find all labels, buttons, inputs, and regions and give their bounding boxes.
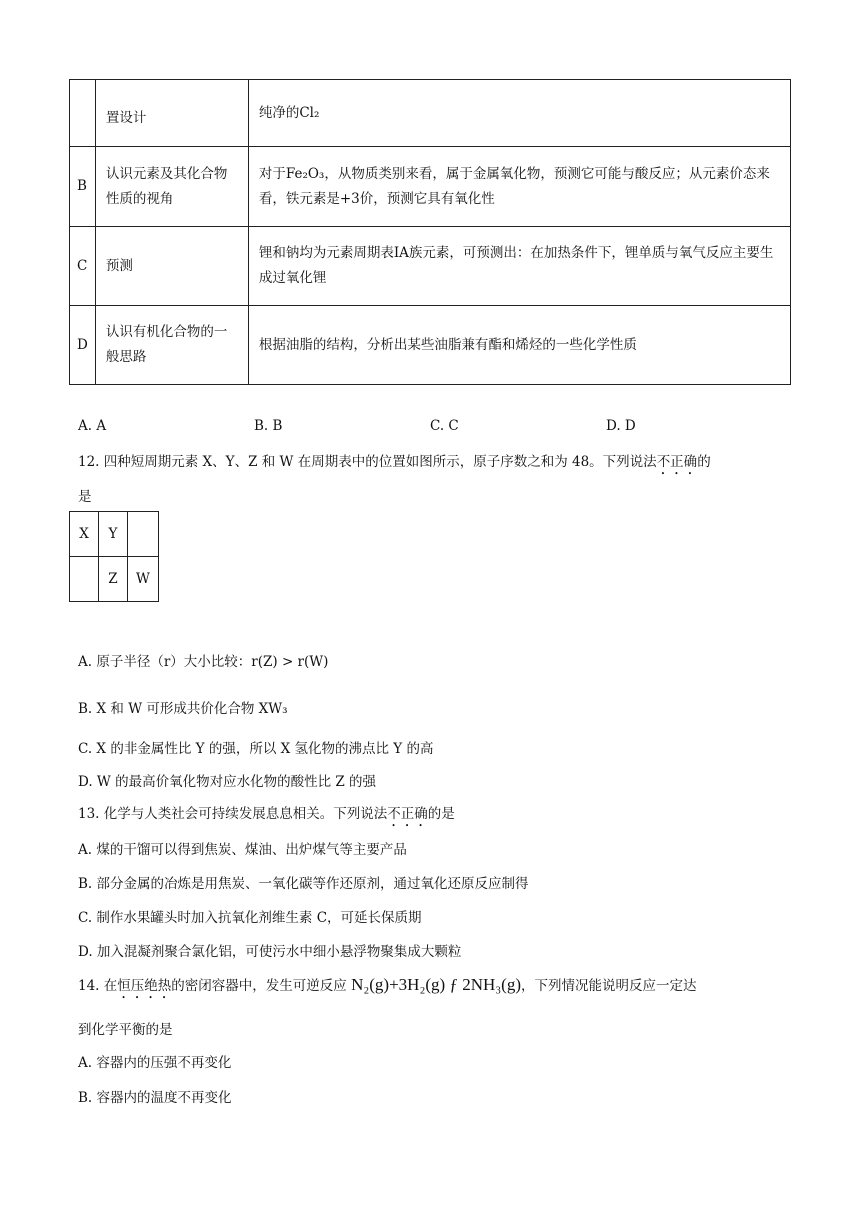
grid-cell: Y [99,512,128,557]
question-12-stem-cont: 是 [78,489,92,505]
question-13-stem [78,802,455,830]
q14-option-b: B. 容器内的温度不再变化 [78,1090,232,1106]
q13-option-b: B. 部分金属的冶炼是用焦炭、一氧化碳等作还原剂，通过氧化还原反应制得 [78,876,529,892]
row-perspective: 认识有机化合物的一般思路 [95,306,248,385]
row-letter: B [70,147,96,227]
q12-option-d: D. W 的最高价氧化物对应水化物的酸性比 Z 的强 [78,774,377,790]
stem-text: 12. 四种短周期元素 X、Y、Z 和 W 在周期表中的位置如图所示，原子序数之和为 48。下列说法 [78,454,657,470]
row-content: 根据油脂的结构，分析出某些油脂兼有酯和烯烃的一些化学性质 [248,306,790,385]
grid-cell: Z [99,557,128,602]
stem-text: ，下列情况能说明反应一定达 [521,978,697,994]
table-row [70,306,791,385]
option-a: A. A [78,418,107,434]
q12-option-c: C. X 的非金属性比 Y 的强，所以 X 氢化物的沸点比 Y 的高 [78,741,434,757]
emphasis-text: 恒压绝热 [117,978,172,994]
q12-option-b: B. X 和 W 可形成共价化合物 XW₃ [78,701,288,717]
question-14-stem [78,974,697,1002]
table-row [70,147,791,227]
row-perspective: 认识元素及其化合物性质的视角 [95,147,248,227]
row-content: 锂和钠均为元素周期表ⅠA族元素，可预测出：在加热条件下，锂单质与氧气反应主要生成过氧化锂 [248,227,790,306]
option-d: D. D [606,418,636,434]
q13-option-c: C. 制作水果罐头时加入抗氧化剂维生素 C，可延长保质期 [78,910,422,926]
q12-option-a: A. 原子半径（r）大小比较：r(Z) > r(W) [78,654,329,670]
question-14-stem-cont: 到化学平衡的是 [78,1022,173,1038]
row-content: 纯净的Cl₂ [248,80,790,147]
stem-text: 的 [697,454,711,470]
stem-text: 的是 [427,806,455,822]
grid-cell [70,557,99,602]
option-c: C. C [430,418,459,434]
grid-cell [128,512,159,557]
row-perspective: 置设计 [95,80,248,147]
reaction-equation: N₂(g)+3H₂(g) ƒ 2NH₃(g) [351,975,522,994]
grid-row [70,557,159,602]
emphasis-text: 不正确 [387,806,428,822]
grid-row [70,512,159,557]
stem-text: 14. 在 [78,978,118,994]
option-b: B. B [254,418,283,434]
row-letter: C [70,227,96,306]
grid-cell: W [128,557,159,602]
q13-option-a: A. 煤的干馏可以得到焦炭、煤油、出炉煤气等主要产品 [78,842,407,858]
row-perspective: 预测 [95,227,248,306]
stem-text: 13. 化学与人类社会可持续发展息息相关。下列说法 [78,806,388,822]
row-letter [70,80,96,147]
periodic-table-grid [69,511,159,602]
row-content: 对于Fe₂O₃，从物质类别来看，属于金属氧化物，预测它可能与酸反应；从元素价态来看，铁元素是+3价，预测它具有氧化性 [248,147,790,227]
table-row [70,227,791,306]
q14-option-a: A. 容器内的压强不再变化 [78,1055,232,1071]
q13-option-d: D. 加入混凝剂聚合氯化铝，可使污水中细小悬浮物聚集成大颗粒 [78,944,462,960]
row-letter: D [70,306,96,385]
stem-text: 的密闭容器中，发生可逆反应 [171,978,347,994]
question-12-stem [78,450,711,478]
grid-cell: X [70,512,99,557]
table-row [70,80,791,147]
question-11-table [69,79,791,385]
emphasis-text: 不正确 [656,454,698,470]
